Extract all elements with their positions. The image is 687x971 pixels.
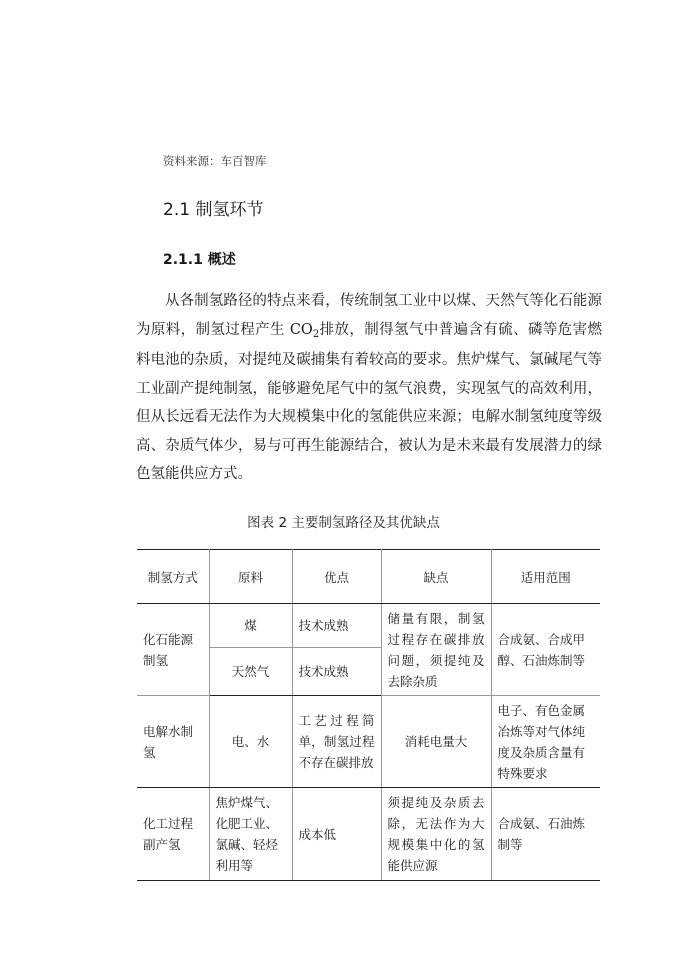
co2-subscript: 2 — [312, 328, 320, 340]
table-row — [137, 604, 600, 648]
cell-advantage: 成本低 — [292, 788, 381, 881]
paragraph-part-1: 从各制氢路径的特点来看，传统制氢工业中以煤、天然气等化石能源为原料，制氢过程产生 CO — [136, 293, 602, 338]
cell-method: 化工过程副产氢 — [137, 788, 209, 881]
cell-material: 焦炉煤气、化肥工业、氯碱、轻烃利用等 — [209, 788, 292, 881]
cell-method: 化石能源制氢 — [137, 604, 209, 696]
source-note: 资料来源：车百智库 — [163, 154, 267, 168]
cell-disadvantage: 消耗电量大 — [381, 696, 491, 788]
table-header-row — [137, 550, 600, 604]
cell-material: 天然气 — [209, 648, 292, 696]
table-row — [137, 696, 600, 788]
table-row — [137, 788, 600, 881]
section-heading: 2.1 制氢环节 — [163, 200, 264, 220]
subsection-heading: 2.1.1 概述 — [163, 252, 236, 268]
table-caption: 图表 2 主要制氢路径及其优缺点 — [247, 515, 440, 531]
header-method: 制氢方式 — [137, 550, 209, 604]
cell-scope: 合成氨、合成甲醇、石油炼制等 — [491, 604, 600, 696]
header-material: 原料 — [209, 550, 292, 604]
cell-advantage: 技术成熟 — [292, 648, 381, 696]
cell-disadvantage: 须提纯及杂质去除，无法作为大规模集中化的氢能供应源 — [381, 788, 491, 881]
hydrogen-routes-table — [137, 549, 600, 881]
cell-advantage: 工艺过程简单，制氢过程不存在碳排放 — [292, 696, 381, 788]
header-disadvantage: 缺点 — [381, 550, 491, 604]
cell-advantage: 技术成熟 — [292, 604, 381, 648]
body-paragraph — [136, 287, 602, 489]
header-advantage: 优点 — [292, 550, 381, 604]
cell-scope: 电子、有色金属冶炼等对气体纯度及杂质含量有特殊要求 — [491, 696, 600, 788]
cell-method: 电解水制氢 — [137, 696, 209, 788]
cell-disadvantage: 储量有限，制氢过程存在碳排放问题，须提纯及去除杂质 — [381, 604, 491, 696]
header-scope: 适用范围 — [491, 550, 600, 604]
paragraph-part-2: 排放，制得氢气中普遍含有硫、磷等危害燃料电池的杂质，对提纯及碳捕集有着较高的要求。焦炉煤气、氯碱尾气等工业副产提纯制氢，能够避免尾气中的氢气浪费，实现氢气的高效利用，但从长远看无法作为大规模集中化的氢能供应来源；电解水制氢纯度等级高、杂质气体少，易与可再生能源结合，被认为是未来最有发展潜力的绿色氢能供应方式。 — [136, 321, 603, 482]
cell-material: 煤 — [209, 604, 292, 648]
cell-scope: 合成氨、石油炼制等 — [491, 788, 600, 881]
cell-material: 电、水 — [209, 696, 292, 788]
